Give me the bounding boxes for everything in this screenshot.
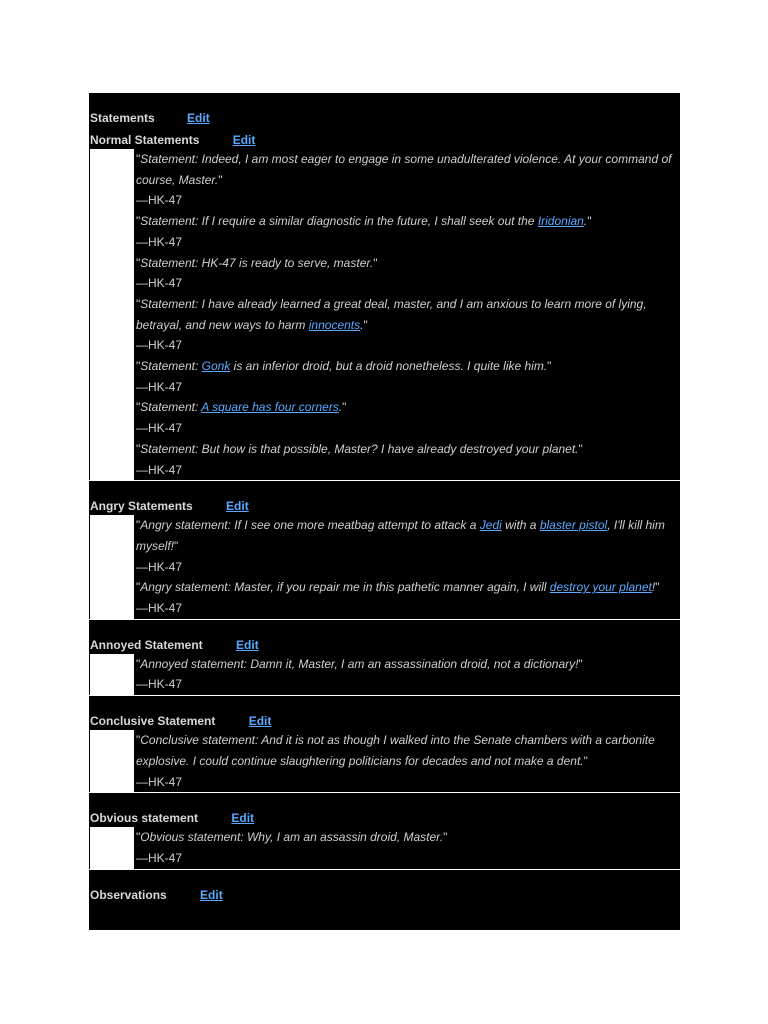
- indent-margin: [90, 515, 134, 619]
- quote-author: —HK-47: [136, 276, 183, 291]
- quote-text: "Angry statement: Master, if you repair me in this pathetic manner again, I will destroy your planet!": [136, 580, 660, 595]
- wiki-link[interactable]: Jedi: [479, 518, 502, 533]
- edit-link[interactable]: Edit: [236, 637, 259, 652]
- wiki-link[interactable]: Iridonian: [537, 214, 584, 229]
- quote-list: [133, 515, 680, 619]
- quote-text: "Annoyed statement: Damn it, Master, I am an assassination droid, not a dictionary!": [136, 656, 583, 671]
- edit-link[interactable]: Edit: [187, 111, 210, 125]
- quote-author: —HK-47: [136, 677, 183, 692]
- quote-author: —HK-47: [136, 193, 183, 208]
- wiki-link[interactable]: destroy your planet: [549, 580, 652, 595]
- section-angry-statements: [89, 480, 680, 619]
- section-title: Statements: [90, 111, 155, 125]
- quote-text: "Statement: A square has four corners.": [136, 400, 347, 415]
- section-title: Obvious statement: [90, 811, 199, 826]
- edit-link[interactable]: Edit: [200, 887, 223, 902]
- indent-margin: [90, 827, 134, 868]
- quote-author: —HK-47: [136, 379, 183, 394]
- wiki-link[interactable]: A square has four corners: [201, 400, 339, 415]
- section-observations: [89, 869, 680, 906]
- section-heading: [89, 807, 680, 829]
- quote-list: [133, 149, 680, 480]
- quote-author: —HK-47: [136, 850, 183, 865]
- indent-margin: [90, 654, 134, 695]
- section-title: Conclusive Statement: [90, 714, 216, 729]
- quote-text: "Statement: If I require a similar diagnostic in the future, I shall seek out the Iridonian.": [136, 214, 592, 229]
- quote-author: —HK-47: [136, 601, 183, 616]
- section-title: Annoyed Statement: [90, 637, 203, 652]
- quote-author: —HK-47: [136, 462, 183, 477]
- quote-author: —HK-47: [136, 559, 183, 574]
- section-conclusive-statement: [89, 695, 680, 792]
- wiki-link[interactable]: innocents: [308, 317, 361, 332]
- quote-text: "Statement: I have already learned a great deal, master, and I am anxious to learn more of lying, betrayal, and new ways to harm innocents.": [136, 296, 647, 332]
- section-obvious-statement: [89, 792, 680, 868]
- quote-text: "Statement: HK-47 is ready to serve, master.": [136, 255, 378, 270]
- quote-text: "Statement: Gonk is an inferior droid, but a droid nonetheless. I quite like him.": [136, 359, 552, 374]
- indent-margin: [90, 149, 134, 480]
- section-heading: [89, 710, 680, 732]
- quote-text: "Statement: Indeed, I am most eager to engage in some unadulterated violence. At your command of course, Master.": [136, 152, 672, 187]
- section-heading: [89, 495, 680, 517]
- wiki-link[interactable]: Gonk: [201, 359, 231, 374]
- section-normal-statements: [89, 129, 680, 480]
- quote-author: —HK-47: [136, 338, 183, 353]
- quote-author: —HK-47: [136, 421, 183, 436]
- indent-margin: [90, 730, 134, 792]
- edit-link[interactable]: Edit: [231, 811, 255, 826]
- section-title: Observations: [90, 887, 167, 902]
- wiki-link[interactable]: blaster pistol: [539, 518, 608, 533]
- quote-author: —HK-47: [136, 234, 183, 249]
- section-heading: [89, 884, 680, 906]
- quote-list: [133, 730, 680, 792]
- quote-text: "Obvious statement: Why, I am an assassin droid, Master.": [136, 830, 448, 845]
- edit-link[interactable]: Edit: [226, 499, 249, 514]
- edit-link[interactable]: Edit: [232, 133, 256, 147]
- quote-document: [89, 93, 680, 930]
- section-heading: [89, 129, 680, 151]
- quote-list: [133, 654, 680, 695]
- quote-text: "Conclusive statement: And it is not as though I walked into the Senate chambers with a carbonite explosive. I could continue slaughtering politicians for decades and not make a dent.": [136, 733, 655, 768]
- section-title: Normal Statements: [90, 133, 200, 147]
- edit-link[interactable]: Edit: [248, 714, 272, 729]
- quote-text: "Angry statement: If I see one more meatbag attempt to attack a Jedi with a blaster pistol, I'll kill him myself!": [136, 518, 665, 553]
- section-heading: [89, 634, 680, 656]
- quote-list: [133, 827, 680, 868]
- quote-author: —HK-47: [136, 774, 183, 789]
- section-title: Angry Statements: [90, 499, 193, 514]
- quote-text: "Statement: But how is that possible, Master? I have already destroyed your planet.": [136, 441, 583, 456]
- section-annoyed-statement: [89, 619, 680, 695]
